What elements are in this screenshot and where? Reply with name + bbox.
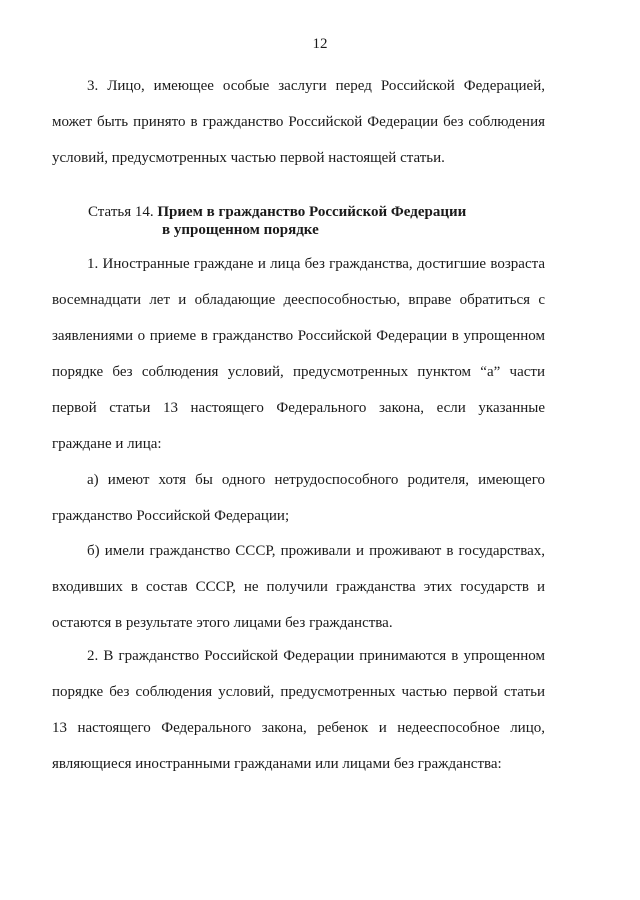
article-14-number: Статья 14. [88,204,154,220]
article-14-title-line2: в упрощенном порядке [162,222,319,238]
page-number: 12 [312,36,328,52]
article-14-subitem-b: б) имели гражданство СССР, проживали и проживают в государствах, входивших в состав СССР, не получили гражданства этих государств и остаются в результате этого лицами без гражданства. [52,543,545,631]
paragraph-3: 3. Лицо, имеющее особые заслуги перед Российской Федерацией, может быть принято в гражданство Российской Федерации без соблюдения условий, предусмотренных частью первой настоящей статьи. [52,78,545,166]
article-14-subitem-a: а) имеют хотя бы одного нетрудоспособного родителя, имеющего гражданство Российской Федерации; [52,472,545,524]
article-14-paragraph-1: 1. Иностранные граждане и лица без гражданства, достигшие возраста восемнадцати лет и обладающие дееспособностью, вправе обратиться с заявлениями о приеме в гражданство Российской Федерации в упрощенном порядке без соблюдения условий, предусмотренных пунктом “а” части первой статьи 13 настоящего Федерального закона, если указанные граждане и лица: [52,256,545,452]
article-14-title-line1: Прием в гражданство Российской Федерации [157,204,467,220]
article-14-heading [88,203,548,239]
article-14-paragraph-2: 2. В гражданство Российской Федерации принимаются в упрощенном порядке без соблюдения условий, предусмотренных частью первой статьи 13 настоящего Федерального закона, ребенок и недееспособное лицо, являющиеся иностранными гражданами или лицами без гражданства: [52,648,545,772]
